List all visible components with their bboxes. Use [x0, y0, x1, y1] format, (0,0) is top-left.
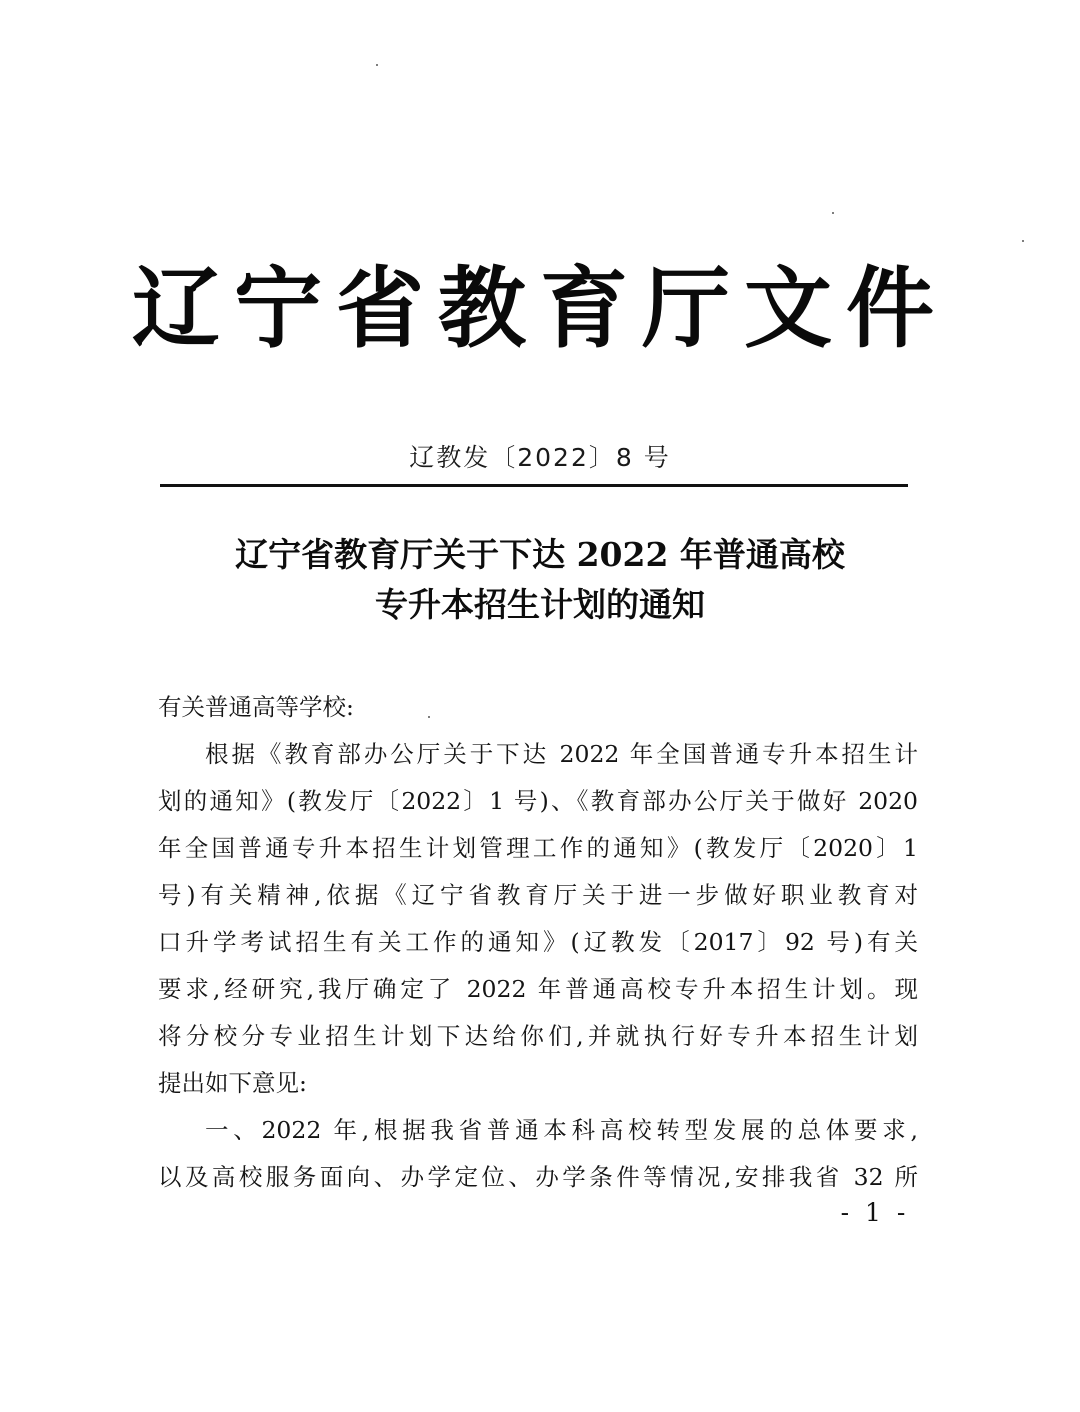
issuer-header-title: 辽宁省教育厅文件 [131, 256, 948, 360]
body-line: 号)有关精神,依据《辽宁省教育厅关于进一步做好职业教育对 [158, 881, 918, 909]
notice-title [0, 530, 1080, 630]
body-line: 年全国普通专升本招生计划管理工作的通知》(教发厅〔2020〕1 [158, 834, 918, 862]
scan-speck [1022, 240, 1024, 242]
scan-speck [832, 212, 834, 214]
salutation: 有关普通高等学校: [158, 693, 354, 721]
scan-speck [376, 64, 378, 66]
body-line: 以及高校服务面向、办学定位、办学条件等情况,安排我省 32 所 [158, 1163, 918, 1191]
body-line: 将分校分专业招生计划下达给你们,并就执行好专升本招生计划 [158, 1022, 918, 1050]
document-number: 辽教发〔2022〕8 号 [409, 443, 671, 472]
body-line: 提出如下意见: [158, 1069, 307, 1097]
body-line: 要求,经研究,我厅确定了 2022 年普通高校专升本招生计划。现 [158, 975, 918, 1003]
body-line: 一、2022 年,根据我省普通本科高校转型发展的总体要求, [205, 1116, 918, 1144]
body-line: 根据《教育部办公厅关于下达 2022 年全国普通专升本招生计 [205, 740, 918, 768]
body-line: 口升学考试招生有关工作的通知》(辽教发〔2017〕92 号)有关 [158, 928, 918, 956]
notice-title-line-2: 专升本招生计划的通知 [375, 585, 705, 624]
header-divider [160, 484, 908, 487]
body-line: 划的通知》(教发厅〔2022〕1 号)、《教育部办公厅关于做好 2020 [158, 787, 918, 815]
page-number: - 1 - [840, 1198, 910, 1227]
notice-body [158, 684, 918, 1201]
notice-title-line-1: 辽宁省教育厅关于下达 2022 年普通高校 [235, 535, 845, 574]
